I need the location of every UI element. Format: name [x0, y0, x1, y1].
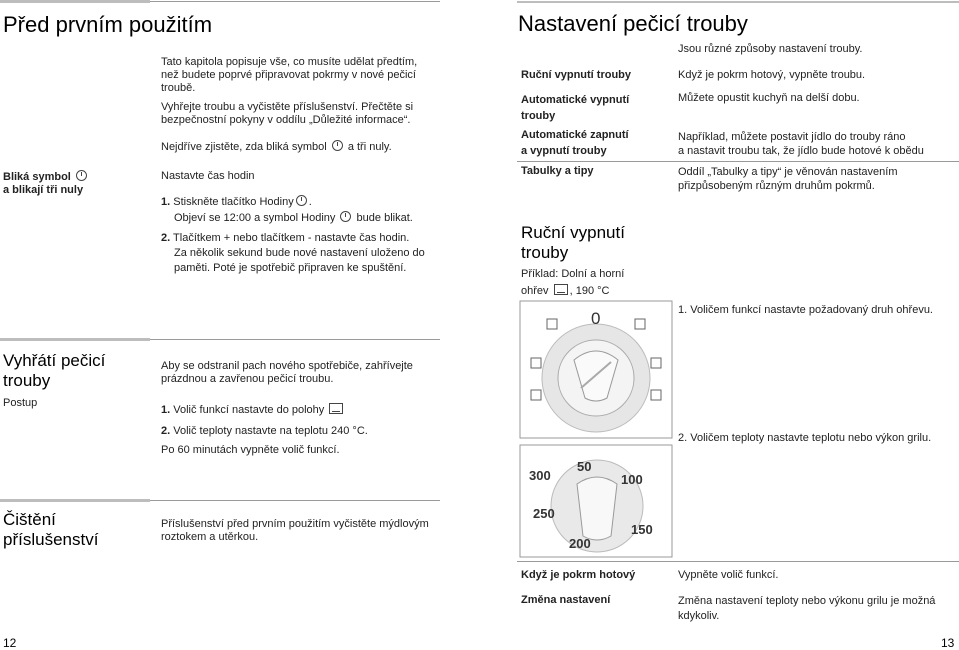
page-number: 13 — [941, 636, 955, 650]
page-number: 12 — [3, 636, 17, 650]
clock-step-2: 2. Tlačítkem + nebo tlačítkem - nastavte čas hodin. Za několik sekund bude nové nastavení uloženo do paměti. Poté je spotřebič připraven ke spuštění. — [161, 232, 425, 274]
preheat-step-1: 1. Volič funkcí nastavte do polohy — [161, 403, 345, 417]
row-divider — [517, 161, 959, 162]
section-title: Vyhřátí pečicí trouby — [3, 351, 106, 390]
bottom-desc: Změna nastavení teploty nebo výkonu grilu je možná kdykoliv. — [678, 595, 936, 622]
header-bar — [0, 0, 150, 3]
header-rule — [517, 1, 959, 3]
temp-label-300: 300 — [529, 468, 551, 483]
intro-text: Tato kapitola popisuje vše, co musíte udělat předtím, než budete poprvé připravovat pokrmy v nové pečicí troubě. — [161, 56, 418, 94]
temp-label-250: 250 — [533, 506, 555, 521]
preheat-step-2: 2. Volič teploty nastavte na teplotu 240 °C. — [161, 425, 368, 437]
setting-label: Automatické zapnutí a vypnutí trouby — [521, 129, 629, 157]
setting-label: Ruční vypnutí trouby — [521, 69, 631, 81]
setting-desc: Můžete opustit kuchyň na delší dobu. — [678, 92, 860, 104]
section-title: Ruční vypnutí trouby — [521, 223, 625, 262]
bottom-desc: Vypněte volič funkcí. — [678, 569, 779, 581]
temp-label-150: 150 — [631, 522, 653, 537]
setting-label: Tabulky a tipy — [521, 165, 594, 177]
section-subtitle: Postup — [3, 397, 38, 409]
function-dial-image — [519, 300, 673, 439]
temperature-dial-illustration — [519, 444, 673, 558]
manual-step-2: 2. Voličem teploty nastavte teplotu nebo výkon grilu. — [678, 432, 932, 444]
setting-label: Automatické vypnutí trouby — [521, 94, 630, 122]
check-text: Nejdříve zjistěte, zda bliká symbol a tři nuly. — [161, 141, 392, 153]
dial-label: 0 — [591, 309, 601, 328]
cleaning-text: Příslušenství před prvním použitím vyčistěte mýdlovým roztokem a utěrkou. — [161, 518, 429, 543]
manual-step-1: 1. Voličem funkcí nastavte požadovaný druh ohřevu. — [678, 304, 933, 316]
clock-icon — [76, 170, 87, 181]
oven-mode-icon — [329, 403, 343, 414]
oven-mode-icon — [554, 284, 568, 295]
section-bar — [0, 499, 150, 502]
clock-step-1: 1. Stiskněte tlačítko Hodiny . Objeví se 12:00 a symbol Hodiny bude blikat. — [161, 196, 413, 224]
setting-desc: Například, můžete postavit jídlo do trouby ráno a nastavit troubu tak, že jídlo bude hotové k obědu — [678, 131, 924, 157]
preheat-intro: Aby se odstranil pach nového spotřebiče, zahřívejte prázdnou a zavřenou pečicí troubu. — [161, 360, 413, 385]
settings-intro: Jsou různé způsoby nastavení trouby. — [678, 43, 863, 55]
temp-label-50: 50 — [577, 459, 592, 474]
section-bar — [0, 338, 150, 341]
page-title: Před prvním použitím — [3, 12, 213, 37]
example-text: Příklad: Dolní a horní ohřev , 190 °C — [521, 268, 625, 297]
section-rule — [150, 500, 440, 501]
temp-label-200: 200 — [569, 536, 591, 551]
side-note: Bliká symbol a blikají tři nuly — [3, 170, 89, 197]
preheat-step-3: Po 60 minutách vypněte volič funkcí. — [161, 444, 340, 456]
clock-title: Nastavte čas hodin — [161, 170, 255, 182]
clock-icon — [332, 140, 343, 151]
temperature-dial-image — [519, 444, 673, 558]
setting-desc: Oddíl „Tabulky a tipy“ je věnován nastavením přizpůsobeným různým druhům pokrmů. — [678, 166, 898, 192]
bottom-label: Když je pokrm hotový — [521, 569, 636, 581]
heat-text: Vyhřejte troubu a vyčistěte příslušenství. Přečtěte si bezpečnostní pokyny v oddílu „Důležité informace“. — [161, 101, 414, 126]
row-divider — [517, 561, 959, 562]
clock-icon — [340, 211, 351, 222]
clock-icon — [296, 195, 307, 206]
section-title: Nastavení pečicí trouby — [518, 11, 748, 36]
header-rule — [150, 1, 440, 2]
setting-desc: Když je pokrm hotový, vypněte troubu. — [678, 69, 866, 81]
section-rule — [150, 339, 440, 340]
temp-label-100: 100 — [621, 472, 643, 487]
section-title: Čištění příslušenství — [3, 510, 99, 549]
bottom-label: Změna nastavení — [521, 594, 611, 606]
function-dial-illustration — [519, 300, 673, 439]
